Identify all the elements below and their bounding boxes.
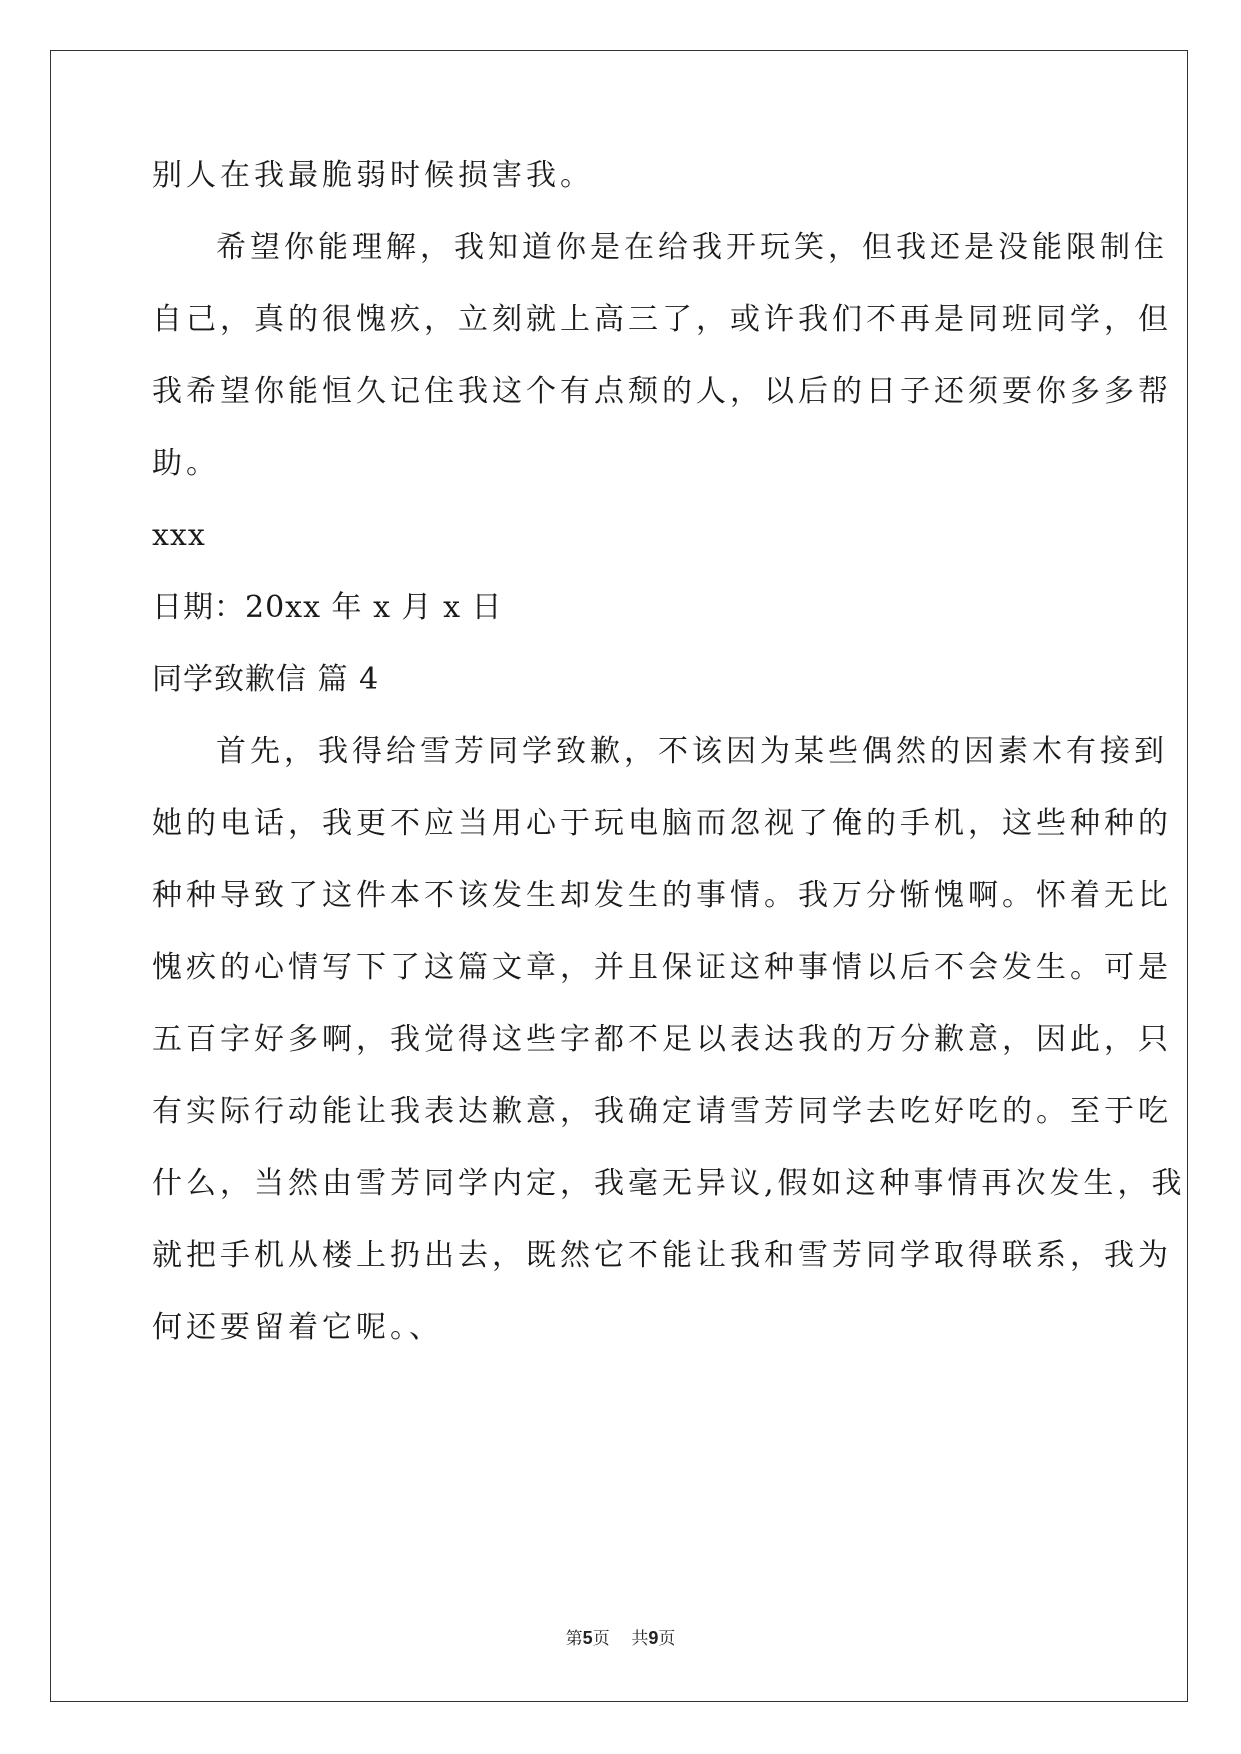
footer-prefix: 第	[565, 1629, 583, 1649]
page-footer	[0, 1626, 1241, 1651]
body-line: 有实际行动能让我表达歉意，我确定请雪芳同学去吃好吃的。至于吃	[152, 1094, 1172, 1129]
footer-total-prefix: 共	[631, 1629, 649, 1649]
body-line: 别人在我最脆弱时候损害我。	[152, 158, 594, 193]
body-line: 希望你能理解，我知道你是在给我开玩笑，但我还是没能限制住	[216, 230, 1168, 265]
body-line: 她的电话，我更不应当用心于玩电脑而忽视了俺的手机，这些种种的	[152, 806, 1172, 841]
footer-total-suffix: 页	[658, 1629, 676, 1649]
date-line: 日期：20xx 年 x 月 x 日	[152, 590, 503, 625]
body-line: 自己，真的很愧疚，立刻就上高三了，或许我们不再是同班同学，但	[152, 302, 1172, 337]
body-line: 种种导致了这件本不该发生却发生的事情。我万分惭愧啊。怀着无比	[152, 878, 1172, 913]
body-line: 五百字好多啊，我觉得这些字都不足以表达我的万分歉意，因此，只	[152, 1022, 1172, 1057]
footer-page-word: 页	[592, 1629, 610, 1649]
body-line: 何还要留着它呢。、	[152, 1310, 443, 1345]
body-line: 什么，当然由雪芳同学内定，我毫无异议,假如这种事情再次发生，我	[152, 1166, 1186, 1201]
body-line: 首先，我得给雪芳同学致歉，不该因为某些偶然的因素木有接到	[216, 734, 1168, 769]
body-line: 助。	[152, 446, 220, 481]
body-line: 就把手机从楼上扔出去，既然它不能让我和雪芳同学取得联系，我为	[152, 1238, 1172, 1273]
section-heading: 同学致歉信 篇 4	[152, 662, 380, 697]
current-page-number: 5	[582, 1628, 593, 1648]
body-line: 愧疚的心情写下了这篇文章，并且保证这种事情以后不会发生。可是	[152, 950, 1172, 985]
signature: xxx	[152, 518, 206, 553]
total-pages-number: 9	[648, 1628, 659, 1648]
body-line: 我希望你能恒久记住我这个有点颓的人，以后的日子还须要你多多帮	[152, 374, 1172, 409]
